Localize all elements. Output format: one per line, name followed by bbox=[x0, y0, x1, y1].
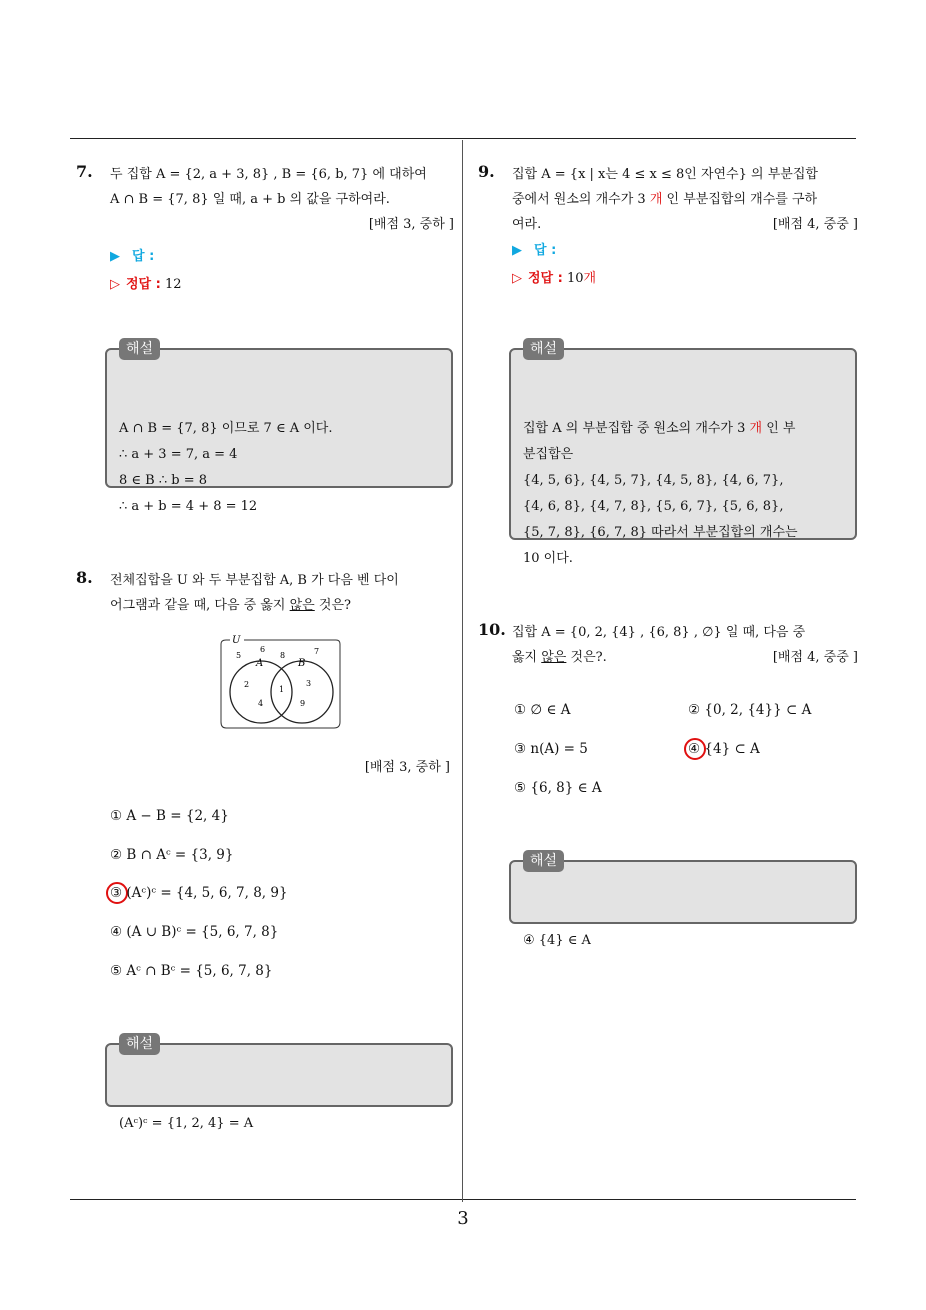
question-number: 10. bbox=[478, 620, 506, 639]
solution-box-8 bbox=[105, 1036, 453, 1131]
option-4[interactable]: ④ (A ∪ B)ᶜ = {5, 6, 7, 8} bbox=[110, 924, 279, 940]
venn-label-b: B bbox=[298, 658, 306, 669]
venn-num: 7 bbox=[314, 647, 320, 656]
solution-text-part: 집합 A 의 부분집합 중 원소의 개수가 3 bbox=[523, 421, 750, 436]
question-text-part: 집합 A = {x | x는 4 ≤ x ≤ 8인 자연수} 의 부분집합 중에서 원소의 개수가 3 bbox=[512, 167, 818, 207]
venn-num: 9 bbox=[300, 699, 306, 708]
option-1[interactable]: ① ∅ ∈ A bbox=[514, 702, 571, 718]
solution-text-part: 인 부 분집합은 {4, 5, 6}, {4, 5, 7}, {4, 5, 8}, {4, 6, 7}, {4, 6, 8}, {4, 7, 8}, {5, 6, 7}, {5, 6, 8}, {5, 7, 8}, {6, 7, 8} 따라서 부분집합의 개수는 10 이다. bbox=[523, 421, 798, 566]
score: [배점 4, 중중 ] bbox=[772, 217, 858, 232]
top-rule bbox=[70, 138, 856, 139]
venn-num: 6 bbox=[260, 645, 266, 654]
bottom-rule bbox=[70, 1199, 856, 1200]
correct-value: 10 bbox=[566, 271, 584, 286]
option-3[interactable]: ③ n(A) = 5 bbox=[514, 741, 588, 757]
option-2[interactable]: ② {0, 2, {4}} ⊂ A bbox=[688, 702, 812, 718]
correct-answer-line bbox=[512, 265, 858, 293]
triangle-outline-icon: ▷ bbox=[110, 277, 120, 292]
question-text-part: 인 부분집합의 개수를 구하 여라. bbox=[512, 192, 818, 232]
play-icon: ▶ bbox=[512, 243, 522, 258]
venn-label-a: A bbox=[256, 658, 264, 669]
solution-text: (Aᶜ)ᶜ = {1, 2, 4} = A bbox=[119, 1116, 254, 1131]
question-7 bbox=[76, 162, 454, 299]
correct-unit: 개 bbox=[583, 271, 597, 286]
solution-box-9 bbox=[509, 341, 857, 566]
option-5[interactable]: ⑤ {6, 8} ∈ A bbox=[514, 780, 602, 796]
correct-value: 12 bbox=[164, 277, 182, 292]
answer-label: 답 : bbox=[132, 249, 155, 264]
solution-text: ④ {4} ∈ A bbox=[523, 933, 591, 948]
question-10 bbox=[478, 620, 858, 670]
play-icon: ▶ bbox=[110, 249, 120, 264]
red-unit: 개 bbox=[649, 192, 663, 207]
venn-diagram bbox=[218, 634, 342, 732]
venn-num: 3 bbox=[306, 679, 312, 688]
question-number: 7. bbox=[76, 162, 93, 181]
score: [배점 3, 중하 ] bbox=[368, 217, 454, 232]
underlined-word: 않은 bbox=[289, 598, 315, 613]
venn-label-u: U bbox=[232, 635, 241, 646]
correct-label: 정답 : bbox=[528, 271, 563, 286]
column-divider bbox=[462, 140, 463, 1202]
solution-tag: 해설 bbox=[119, 338, 160, 360]
triangle-outline-icon: ▷ bbox=[512, 271, 522, 286]
question-text-part: 전체집합을 U 와 두 부분집합 A, B 가 다음 벤 다이 어그램과 같을 때, 다음 중 옳지 bbox=[110, 573, 399, 613]
solution-text: A ∩ B = {7, 8} 이므로 7 ∈ A 이다. ∴ a + 3 = 7, a = 4 8 ∈ B ∴ b = 8 ∴ a + b = 4 + 8 = 12 bbox=[119, 421, 333, 514]
question-text-part: 집합 A = {0, 2, {4} , {6, 8} , ∅} 일 때, 다음 중 옳지 bbox=[512, 625, 806, 665]
question-text: 두 집합 A = {2, a + 3, 8} , B = {6, b, 7} 에 대하여 A ∩ B = {7, 8} 일 때, a + b 의 값을 구하여라. bbox=[110, 167, 427, 207]
answer-line bbox=[512, 237, 858, 265]
option-4[interactable]: ④ {4} ⊂ A bbox=[688, 741, 760, 757]
solution-tag: 해설 bbox=[119, 1033, 160, 1055]
question-9 bbox=[478, 162, 858, 293]
question-number: 8. bbox=[76, 568, 93, 587]
option-2[interactable]: ② B ∩ Aᶜ = {3, 9} bbox=[110, 847, 234, 863]
venn-num: 1 bbox=[279, 685, 285, 694]
venn-num: 8 bbox=[280, 651, 286, 660]
venn-num: 4 bbox=[258, 699, 264, 708]
solution-tag: 해설 bbox=[523, 850, 564, 872]
solution-text bbox=[523, 416, 843, 572]
option-1[interactable]: ① A − B = {2, 4} bbox=[110, 808, 229, 824]
option-5[interactable]: ⑤ Aᶜ ∩ Bᶜ = {5, 6, 7, 8} bbox=[110, 963, 273, 979]
correct-answer-line bbox=[110, 271, 454, 299]
page-number: 3 bbox=[457, 1208, 469, 1229]
solution-box-7 bbox=[105, 341, 453, 514]
venn-num: 5 bbox=[236, 651, 242, 660]
solution-tag: 해설 bbox=[523, 338, 564, 360]
question-text-part: 것은? bbox=[314, 598, 351, 613]
question-text-part: 것은?. bbox=[566, 650, 607, 665]
score: [배점 3, 중하 ] bbox=[364, 760, 450, 775]
answer-label: 답 : bbox=[534, 243, 557, 258]
question-text bbox=[110, 568, 454, 618]
red-unit: 개 bbox=[749, 421, 763, 436]
question-number: 9. bbox=[478, 162, 495, 181]
venn-num: 2 bbox=[244, 680, 250, 689]
solution-box-10 bbox=[509, 853, 857, 948]
question-8 bbox=[76, 568, 454, 618]
correct-label: 정답 : bbox=[126, 277, 161, 292]
answer-line bbox=[110, 243, 454, 271]
option-3[interactable]: ③ (Aᶜ)ᶜ = {4, 5, 6, 7, 8, 9} bbox=[110, 885, 288, 901]
underlined-word: 않은 bbox=[541, 650, 567, 665]
score: [배점 4, 중중 ] bbox=[772, 650, 858, 665]
